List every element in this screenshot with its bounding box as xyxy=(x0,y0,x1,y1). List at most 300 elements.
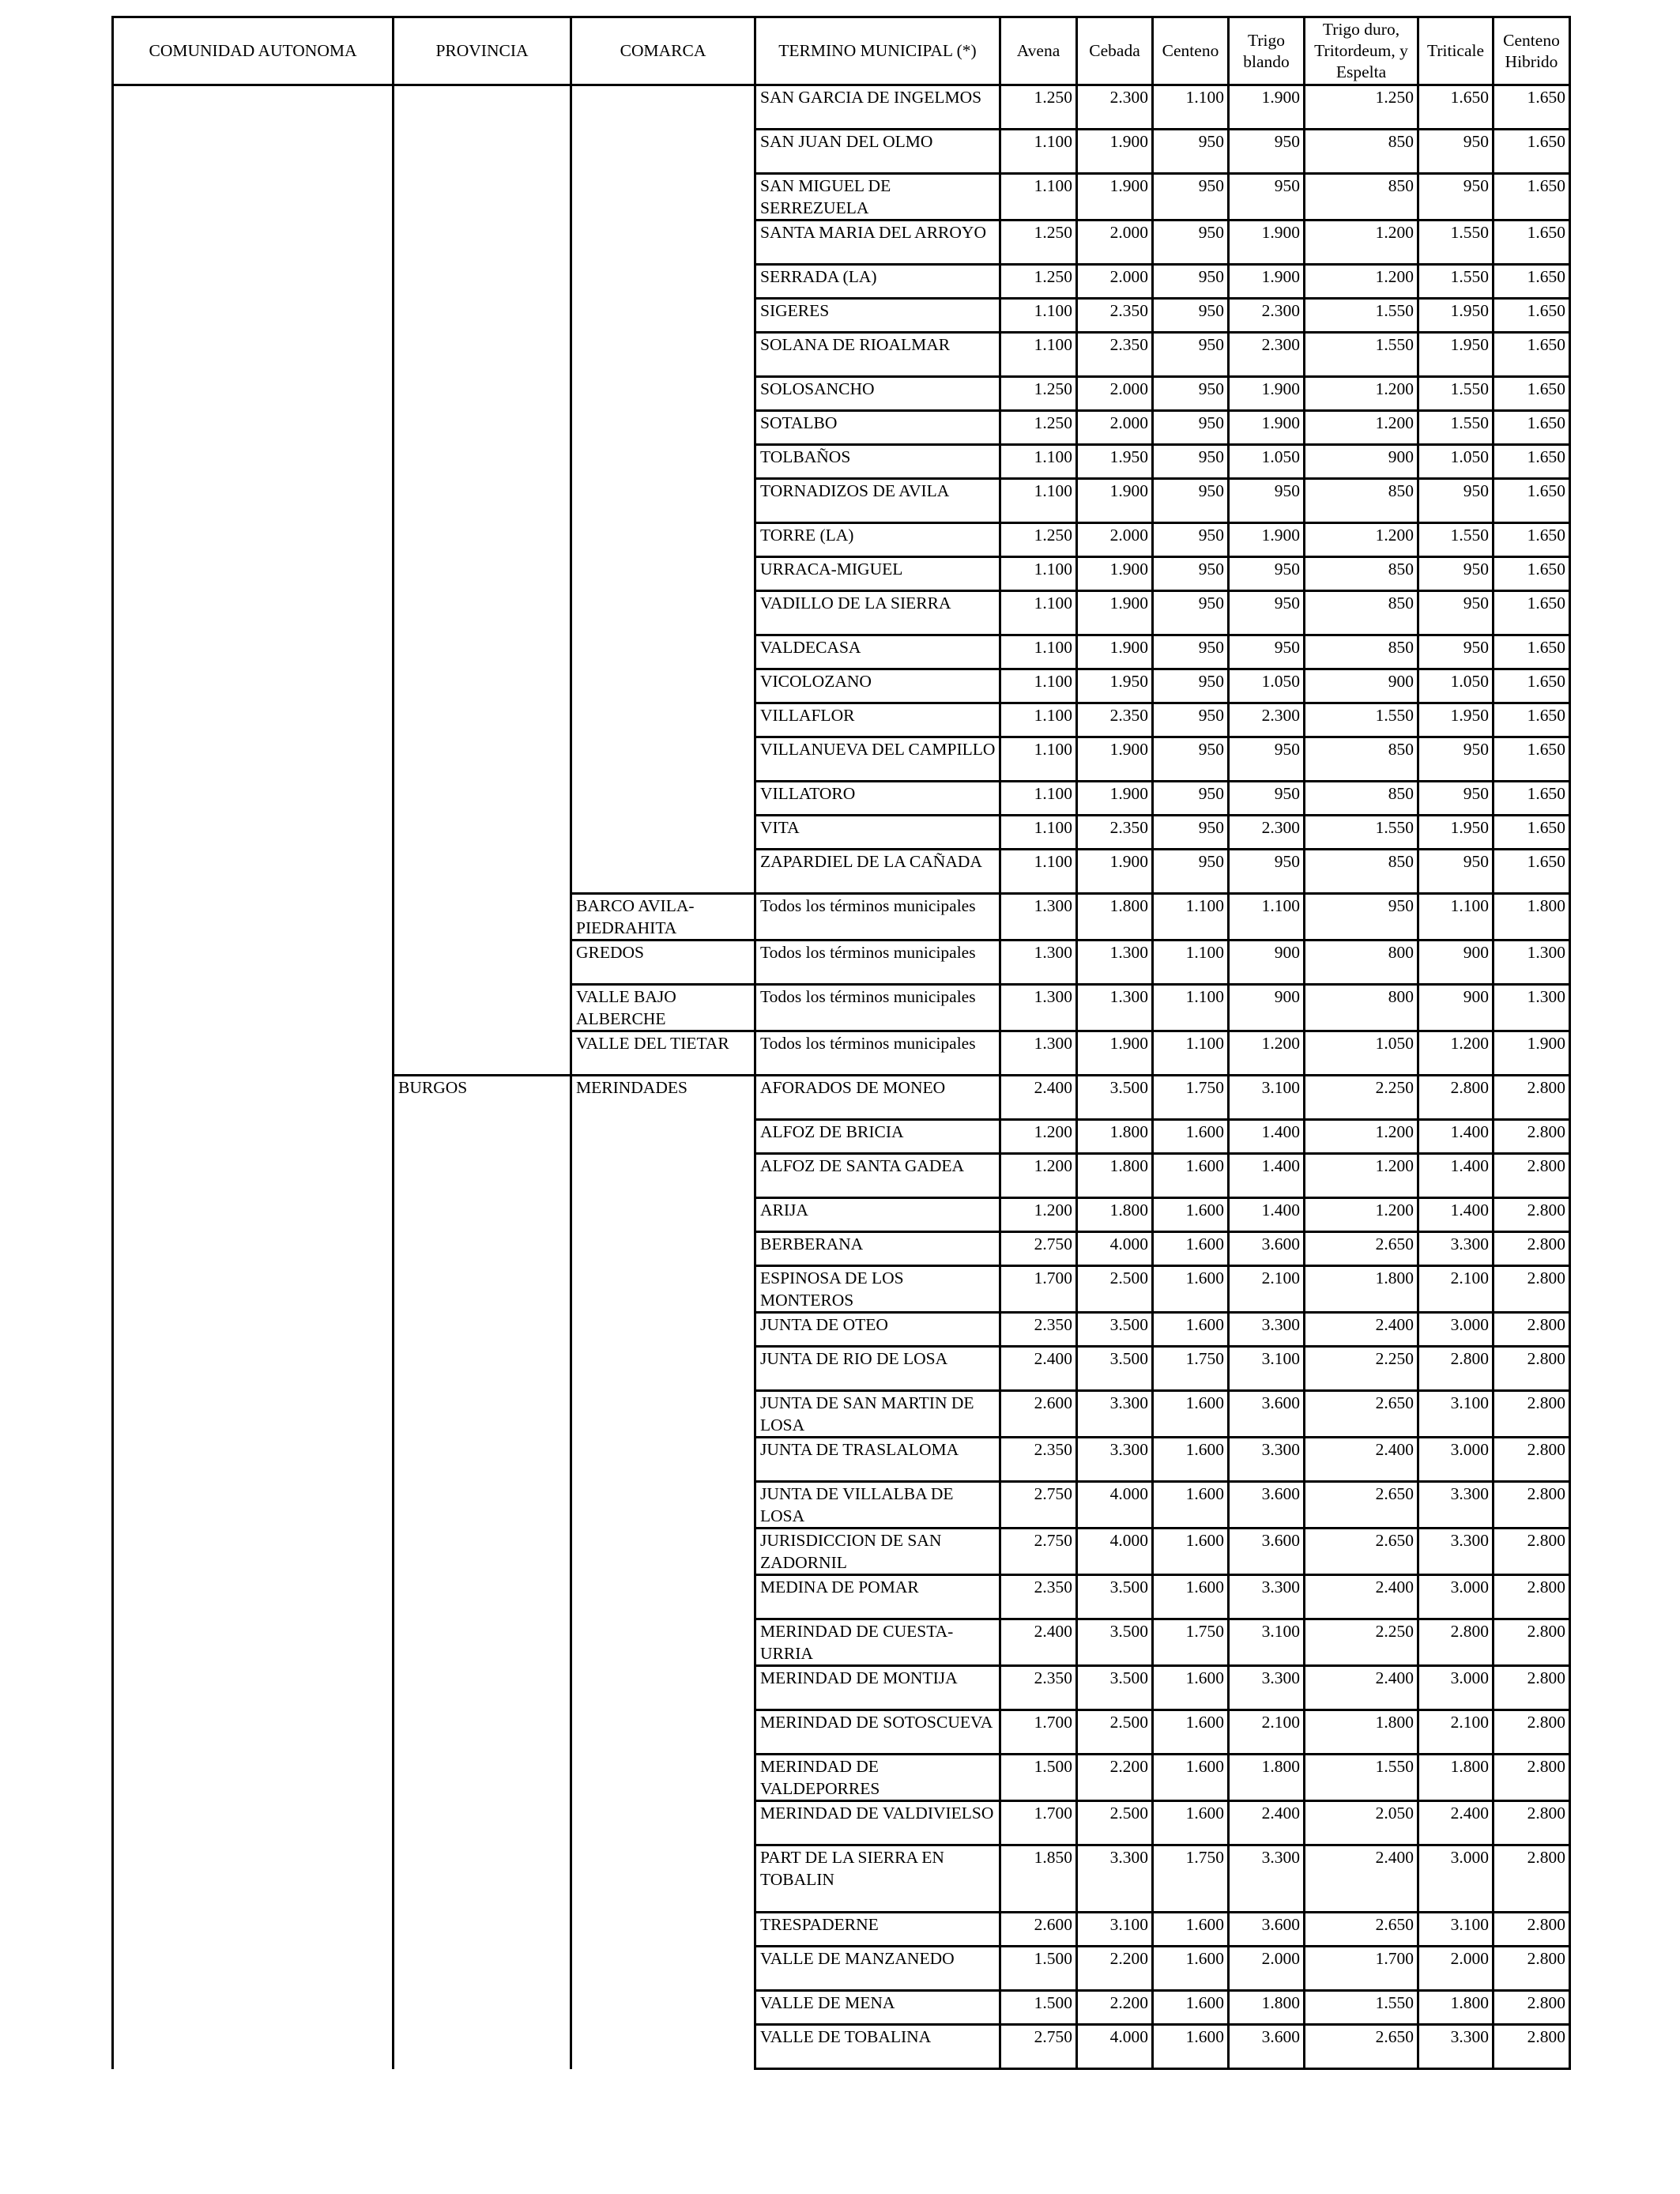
cell-provincia xyxy=(394,1666,571,1710)
cell-trigo-blando: 2.400 xyxy=(1229,1801,1305,1845)
cell-trigo-duro: 1.700 xyxy=(1305,1947,1418,1991)
cell-triticale: 950 xyxy=(1418,174,1494,221)
cell-comarca xyxy=(571,557,755,591)
cell-trigo-blando: 3.600 xyxy=(1229,2025,1305,2069)
cell-avena: 1.100 xyxy=(1000,816,1077,850)
cell-comunidad xyxy=(113,1347,394,1391)
cell-avena: 1.850 xyxy=(1000,1845,1077,1913)
cell-cebada: 4.000 xyxy=(1077,1529,1153,1575)
header-provincia: PROVINCIA xyxy=(394,17,571,85)
cell-centeno: 1.600 xyxy=(1153,1198,1229,1232)
header-cebada: Cebada xyxy=(1077,17,1153,85)
cell-termino-municipal: VILLAFLOR xyxy=(755,703,1000,737)
cell-triticale: 900 xyxy=(1418,941,1494,985)
cell-trigo-duro: 1.800 xyxy=(1305,1266,1418,1313)
cell-termino-municipal: SOLANA DE RIOALMAR xyxy=(755,333,1000,377)
cell-triticale: 1.050 xyxy=(1418,669,1494,703)
cell-cebada: 2.000 xyxy=(1077,411,1153,445)
cell-provincia xyxy=(394,1947,571,1991)
cell-triticale: 3.000 xyxy=(1418,1438,1494,1482)
cell-comunidad xyxy=(113,411,394,445)
cell-triticale: 950 xyxy=(1418,782,1494,816)
cell-triticale: 2.100 xyxy=(1418,1266,1494,1313)
cell-trigo-blando: 1.900 xyxy=(1229,221,1305,265)
cell-termino-municipal: PART DE LA SIERRA EN TOBALIN xyxy=(755,1845,1000,1913)
cell-avena: 1.250 xyxy=(1000,523,1077,557)
cell-provincia xyxy=(394,2025,571,2069)
cell-trigo-duro: 850 xyxy=(1305,591,1418,635)
cell-cebada: 3.500 xyxy=(1077,1076,1153,1120)
cell-trigo-blando: 2.300 xyxy=(1229,299,1305,333)
cell-centeno: 950 xyxy=(1153,377,1229,411)
cell-comunidad xyxy=(113,1482,394,1529)
cell-trigo-duro: 2.250 xyxy=(1305,1619,1418,1666)
cell-triticale: 1.950 xyxy=(1418,299,1494,333)
cell-trigo-duro: 900 xyxy=(1305,669,1418,703)
table-row xyxy=(113,1313,1570,1347)
cell-cebada: 3.300 xyxy=(1077,1845,1153,1913)
cell-comarca xyxy=(571,2025,755,2069)
cell-comarca xyxy=(571,130,755,174)
cell-triticale: 2.800 xyxy=(1418,1347,1494,1391)
cell-cebada: 4.000 xyxy=(1077,1482,1153,1529)
cell-triticale: 1.550 xyxy=(1418,221,1494,265)
cell-comarca xyxy=(571,1313,755,1347)
cell-centeno-hibrido: 2.800 xyxy=(1494,1845,1570,1913)
cell-trigo-duro: 1.050 xyxy=(1305,1031,1418,1076)
cell-provincia xyxy=(394,941,571,985)
cell-triticale: 1.950 xyxy=(1418,816,1494,850)
table-row xyxy=(113,1031,1570,1076)
cell-cebada: 4.000 xyxy=(1077,1232,1153,1266)
cell-avena: 1.250 xyxy=(1000,221,1077,265)
cell-cebada: 2.000 xyxy=(1077,265,1153,299)
table-row xyxy=(113,1232,1570,1266)
table-row xyxy=(113,333,1570,377)
cell-cebada: 2.500 xyxy=(1077,1710,1153,1755)
cell-comarca xyxy=(571,1845,755,1913)
cell-avena: 2.750 xyxy=(1000,1232,1077,1266)
table-row xyxy=(113,703,1570,737)
cell-trigo-blando: 950 xyxy=(1229,174,1305,221)
table-row xyxy=(113,1391,1570,1438)
cell-cebada: 2.000 xyxy=(1077,523,1153,557)
cell-centeno: 1.100 xyxy=(1153,1031,1229,1076)
cell-provincia xyxy=(394,703,571,737)
cell-comunidad xyxy=(113,1232,394,1266)
cell-cebada: 3.500 xyxy=(1077,1619,1153,1666)
cell-comunidad xyxy=(113,1031,394,1076)
cell-provincia xyxy=(394,1154,571,1198)
cell-termino-municipal: SAN JUAN DEL OLMO xyxy=(755,130,1000,174)
cell-provincia xyxy=(394,635,571,669)
cell-avena: 1.100 xyxy=(1000,299,1077,333)
cell-cebada: 2.300 xyxy=(1077,85,1153,130)
cell-cebada: 3.500 xyxy=(1077,1666,1153,1710)
cell-trigo-blando: 3.600 xyxy=(1229,1482,1305,1529)
cell-comunidad xyxy=(113,1755,394,1801)
table-row xyxy=(113,1266,1570,1313)
cell-avena: 1.100 xyxy=(1000,174,1077,221)
cell-comarca: VALLE DEL TIETAR xyxy=(571,1031,755,1076)
cell-comunidad xyxy=(113,635,394,669)
cell-comarca: MERINDADES xyxy=(571,1076,755,1120)
cell-triticale: 1.950 xyxy=(1418,703,1494,737)
table-row xyxy=(113,1991,1570,2025)
cell-trigo-blando: 1.400 xyxy=(1229,1198,1305,1232)
cell-termino-municipal: VALLE DE MANZANEDO xyxy=(755,1947,1000,1991)
cell-trigo-duro: 850 xyxy=(1305,557,1418,591)
cell-triticale: 1.550 xyxy=(1418,411,1494,445)
table-row xyxy=(113,557,1570,591)
cell-triticale: 3.100 xyxy=(1418,1913,1494,1947)
cell-avena: 1.100 xyxy=(1000,669,1077,703)
cell-centeno-hibrido: 1.650 xyxy=(1494,557,1570,591)
table-row xyxy=(113,1529,1570,1575)
cell-cebada: 3.100 xyxy=(1077,1913,1153,1947)
cell-cebada: 1.900 xyxy=(1077,850,1153,894)
table-row xyxy=(113,985,1570,1031)
cell-cebada: 3.300 xyxy=(1077,1391,1153,1438)
table-row xyxy=(113,669,1570,703)
cell-provincia xyxy=(394,1313,571,1347)
yield-table xyxy=(111,16,1571,2070)
cell-comarca xyxy=(571,221,755,265)
cell-provincia xyxy=(394,1232,571,1266)
table-row xyxy=(113,299,1570,333)
cell-termino-municipal: JUNTA DE OTEO xyxy=(755,1313,1000,1347)
cell-comunidad xyxy=(113,850,394,894)
cell-triticale: 950 xyxy=(1418,130,1494,174)
cell-cebada: 2.350 xyxy=(1077,703,1153,737)
cell-provincia xyxy=(394,174,571,221)
cell-comunidad xyxy=(113,333,394,377)
cell-centeno-hibrido: 2.800 xyxy=(1494,1913,1570,1947)
cell-centeno: 950 xyxy=(1153,221,1229,265)
cell-trigo-blando: 3.600 xyxy=(1229,1391,1305,1438)
cell-trigo-blando: 950 xyxy=(1229,782,1305,816)
cell-provincia xyxy=(394,816,571,850)
cell-centeno-hibrido: 1.650 xyxy=(1494,523,1570,557)
cell-centeno-hibrido: 1.650 xyxy=(1494,299,1570,333)
cell-avena: 2.750 xyxy=(1000,1482,1077,1529)
cell-avena: 1.500 xyxy=(1000,1755,1077,1801)
cell-centeno-hibrido: 2.800 xyxy=(1494,1347,1570,1391)
cell-provincia xyxy=(394,1120,571,1154)
cell-comunidad xyxy=(113,985,394,1031)
cell-trigo-duro: 900 xyxy=(1305,445,1418,479)
cell-termino-municipal: BERBERANA xyxy=(755,1232,1000,1266)
cell-trigo-duro: 850 xyxy=(1305,479,1418,523)
cell-termino-municipal: SAN GARCIA DE INGELMOS xyxy=(755,85,1000,130)
cell-avena: 1.250 xyxy=(1000,265,1077,299)
table-row xyxy=(113,445,1570,479)
cell-provincia xyxy=(394,850,571,894)
cell-centeno: 950 xyxy=(1153,333,1229,377)
cell-centeno-hibrido: 2.800 xyxy=(1494,1801,1570,1845)
cell-termino-municipal: VALLE DE MENA xyxy=(755,1991,1000,2025)
cell-cebada: 2.000 xyxy=(1077,377,1153,411)
cell-triticale: 950 xyxy=(1418,635,1494,669)
cell-triticale: 3.000 xyxy=(1418,1313,1494,1347)
cell-trigo-blando: 3.600 xyxy=(1229,1913,1305,1947)
cell-comunidad xyxy=(113,669,394,703)
cell-avena: 2.600 xyxy=(1000,1391,1077,1438)
cell-triticale: 950 xyxy=(1418,557,1494,591)
cell-trigo-blando: 900 xyxy=(1229,941,1305,985)
cell-comunidad xyxy=(113,1913,394,1947)
cell-trigo-duro: 2.650 xyxy=(1305,1232,1418,1266)
table-row xyxy=(113,2025,1570,2069)
cell-avena: 2.350 xyxy=(1000,1575,1077,1619)
cell-trigo-blando: 950 xyxy=(1229,635,1305,669)
cell-provincia xyxy=(394,85,571,130)
cell-triticale: 3.000 xyxy=(1418,1666,1494,1710)
cell-comarca xyxy=(571,669,755,703)
cell-centeno-hibrido: 1.650 xyxy=(1494,591,1570,635)
cell-comunidad xyxy=(113,1266,394,1313)
cell-centeno: 1.100 xyxy=(1153,985,1229,1031)
cell-comunidad xyxy=(113,1666,394,1710)
cell-provincia xyxy=(394,1913,571,1947)
cell-termino-municipal: MERINDAD DE VALDIVIELSO xyxy=(755,1801,1000,1845)
cell-comarca xyxy=(571,850,755,894)
cell-cebada: 2.500 xyxy=(1077,1266,1153,1313)
cell-provincia xyxy=(394,1575,571,1619)
cell-centeno: 950 xyxy=(1153,816,1229,850)
cell-triticale: 1.400 xyxy=(1418,1154,1494,1198)
cell-centeno-hibrido: 2.800 xyxy=(1494,1482,1570,1529)
cell-centeno-hibrido: 2.800 xyxy=(1494,1438,1570,1482)
cell-provincia xyxy=(394,985,571,1031)
table-row xyxy=(113,1347,1570,1391)
cell-trigo-blando: 3.100 xyxy=(1229,1076,1305,1120)
cell-termino-municipal: MERINDAD DE MONTIJA xyxy=(755,1666,1000,1710)
cell-comarca xyxy=(571,703,755,737)
cell-comunidad xyxy=(113,1845,394,1913)
cell-provincia xyxy=(394,1991,571,2025)
cell-triticale: 950 xyxy=(1418,591,1494,635)
cell-centeno-hibrido: 1.300 xyxy=(1494,985,1570,1031)
cell-trigo-duro: 1.200 xyxy=(1305,1154,1418,1198)
cell-termino-municipal: VADILLO DE LA SIERRA xyxy=(755,591,1000,635)
cell-trigo-duro: 850 xyxy=(1305,850,1418,894)
cell-centeno: 950 xyxy=(1153,265,1229,299)
cell-avena: 1.100 xyxy=(1000,850,1077,894)
cell-termino-municipal: ARIJA xyxy=(755,1198,1000,1232)
cell-centeno: 1.600 xyxy=(1153,1801,1229,1845)
cell-termino-municipal: Todos los términos municipales xyxy=(755,894,1000,941)
cell-provincia xyxy=(394,1438,571,1482)
cell-cebada: 2.200 xyxy=(1077,1755,1153,1801)
cell-centeno: 950 xyxy=(1153,479,1229,523)
cell-centeno: 1.600 xyxy=(1153,1313,1229,1347)
cell-cebada: 1.900 xyxy=(1077,635,1153,669)
cell-cebada: 1.900 xyxy=(1077,479,1153,523)
cell-trigo-blando: 950 xyxy=(1229,479,1305,523)
cell-comarca: GREDOS xyxy=(571,941,755,985)
cell-provincia xyxy=(394,1529,571,1575)
cell-comarca xyxy=(571,591,755,635)
cell-cebada: 3.500 xyxy=(1077,1347,1153,1391)
cell-centeno: 1.750 xyxy=(1153,1076,1229,1120)
cell-provincia xyxy=(394,1266,571,1313)
cell-trigo-duro: 2.650 xyxy=(1305,1482,1418,1529)
cell-comunidad xyxy=(113,782,394,816)
cell-comarca xyxy=(571,377,755,411)
cell-trigo-duro: 1.200 xyxy=(1305,1120,1418,1154)
cell-termino-municipal: TORNADIZOS DE AVILA xyxy=(755,479,1000,523)
cell-provincia xyxy=(394,782,571,816)
cell-comunidad xyxy=(113,703,394,737)
cell-triticale: 3.000 xyxy=(1418,1845,1494,1913)
cell-provincia xyxy=(394,299,571,333)
cell-trigo-blando: 3.600 xyxy=(1229,1232,1305,1266)
cell-termino-municipal: AFORADOS DE MONEO xyxy=(755,1076,1000,1120)
cell-termino-municipal: JUNTA DE SAN MARTIN DE LOSA xyxy=(755,1391,1000,1438)
cell-cebada: 1.800 xyxy=(1077,1198,1153,1232)
cell-centeno: 1.600 xyxy=(1153,1755,1229,1801)
cell-centeno-hibrido: 1.650 xyxy=(1494,130,1570,174)
cell-termino-municipal: ZAPARDIEL DE LA CAÑADA xyxy=(755,850,1000,894)
header-trigo-duro: Trigo duro, Tritordeum, y Espelta xyxy=(1305,17,1418,85)
table-row xyxy=(113,1845,1570,1913)
table-row xyxy=(113,1575,1570,1619)
cell-comunidad xyxy=(113,1120,394,1154)
cell-centeno: 1.600 xyxy=(1153,1991,1229,2025)
cell-provincia xyxy=(394,1482,571,1529)
cell-cebada: 1.900 xyxy=(1077,737,1153,782)
cell-termino-municipal: Todos los términos municipales xyxy=(755,1031,1000,1076)
cell-termino-municipal: VILLATORO xyxy=(755,782,1000,816)
cell-avena: 2.400 xyxy=(1000,1347,1077,1391)
cell-trigo-blando: 1.900 xyxy=(1229,411,1305,445)
cell-comarca xyxy=(571,445,755,479)
cell-trigo-duro: 1.800 xyxy=(1305,1710,1418,1755)
cell-triticale: 1.650 xyxy=(1418,85,1494,130)
cell-triticale: 3.100 xyxy=(1418,1391,1494,1438)
cell-termino-municipal: JUNTA DE RIO DE LOSA xyxy=(755,1347,1000,1391)
cell-termino-municipal: VICOLOZANO xyxy=(755,669,1000,703)
table-row xyxy=(113,411,1570,445)
cell-centeno-hibrido: 2.800 xyxy=(1494,1575,1570,1619)
cell-triticale: 1.550 xyxy=(1418,523,1494,557)
cell-centeno: 1.600 xyxy=(1153,1438,1229,1482)
cell-avena: 1.300 xyxy=(1000,941,1077,985)
cell-cebada: 1.950 xyxy=(1077,445,1153,479)
cell-termino-municipal: SIGERES xyxy=(755,299,1000,333)
table-row xyxy=(113,1755,1570,1801)
header-centeno-hibrido: Centeno Hibrido xyxy=(1494,17,1570,85)
cell-comunidad xyxy=(113,1198,394,1232)
cell-trigo-blando: 1.400 xyxy=(1229,1120,1305,1154)
cell-termino-municipal: ALFOZ DE BRICIA xyxy=(755,1120,1000,1154)
cell-provincia xyxy=(394,130,571,174)
cell-centeno: 950 xyxy=(1153,130,1229,174)
cell-trigo-blando: 2.300 xyxy=(1229,333,1305,377)
cell-avena: 1.100 xyxy=(1000,333,1077,377)
cell-trigo-blando: 950 xyxy=(1229,737,1305,782)
cell-termino-municipal: ALFOZ DE SANTA GADEA xyxy=(755,1154,1000,1198)
cell-trigo-blando: 3.300 xyxy=(1229,1845,1305,1913)
cell-comarca xyxy=(571,265,755,299)
table-header-row xyxy=(113,17,1570,85)
cell-centeno-hibrido: 2.800 xyxy=(1494,1076,1570,1120)
cell-comarca xyxy=(571,523,755,557)
table-row xyxy=(113,816,1570,850)
cell-provincia xyxy=(394,1391,571,1438)
cell-trigo-duro: 850 xyxy=(1305,737,1418,782)
cell-trigo-duro: 800 xyxy=(1305,941,1418,985)
table-row xyxy=(113,1438,1570,1482)
cell-centeno: 1.600 xyxy=(1153,1391,1229,1438)
cell-avena: 1.100 xyxy=(1000,130,1077,174)
cell-triticale: 1.550 xyxy=(1418,377,1494,411)
cell-trigo-blando: 1.400 xyxy=(1229,1154,1305,1198)
cell-centeno: 1.600 xyxy=(1153,1913,1229,1947)
cell-termino-municipal: VALLE DE TOBALINA xyxy=(755,2025,1000,2069)
cell-provincia xyxy=(394,221,571,265)
cell-centeno: 950 xyxy=(1153,850,1229,894)
cell-comarca: BARCO AVILA-PIEDRAHITA xyxy=(571,894,755,941)
cell-comarca xyxy=(571,1347,755,1391)
cell-cebada: 1.800 xyxy=(1077,894,1153,941)
cell-centeno: 1.600 xyxy=(1153,1266,1229,1313)
cell-trigo-duro: 1.250 xyxy=(1305,85,1418,130)
cell-termino-municipal: TOLBAÑOS xyxy=(755,445,1000,479)
cell-triticale: 2.100 xyxy=(1418,1710,1494,1755)
cell-comarca xyxy=(571,737,755,782)
cell-centeno: 1.600 xyxy=(1153,1575,1229,1619)
header-termino-municipal: TERMINO MUNICIPAL (*) xyxy=(755,17,1000,85)
cell-triticale: 1.800 xyxy=(1418,1755,1494,1801)
cell-centeno: 1.750 xyxy=(1153,1347,1229,1391)
cell-termino-municipal: MERINDAD DE SOTOSCUEVA xyxy=(755,1710,1000,1755)
cell-triticale: 3.300 xyxy=(1418,1529,1494,1575)
cell-cebada: 3.300 xyxy=(1077,1438,1153,1482)
cell-avena: 1.700 xyxy=(1000,1710,1077,1755)
cell-comunidad xyxy=(113,1076,394,1120)
cell-centeno-hibrido: 1.650 xyxy=(1494,221,1570,265)
cell-centeno: 1.600 xyxy=(1153,1120,1229,1154)
cell-comunidad xyxy=(113,941,394,985)
cell-trigo-blando: 1.900 xyxy=(1229,265,1305,299)
cell-comarca xyxy=(571,1710,755,1755)
cell-cebada: 1.950 xyxy=(1077,669,1153,703)
cell-trigo-blando: 3.300 xyxy=(1229,1666,1305,1710)
cell-provincia xyxy=(394,1845,571,1913)
cell-comunidad xyxy=(113,1801,394,1845)
cell-termino-municipal: JUNTA DE TRASLALOMA xyxy=(755,1438,1000,1482)
cell-trigo-blando: 1.050 xyxy=(1229,445,1305,479)
header-centeno: Centeno xyxy=(1153,17,1229,85)
cell-comunidad xyxy=(113,174,394,221)
table-body xyxy=(113,85,1570,2069)
cell-avena: 1.100 xyxy=(1000,737,1077,782)
cell-centeno: 1.600 xyxy=(1153,1529,1229,1575)
cell-comunidad xyxy=(113,479,394,523)
cell-centeno: 950 xyxy=(1153,445,1229,479)
cell-trigo-blando: 3.100 xyxy=(1229,1619,1305,1666)
cell-trigo-blando: 3.300 xyxy=(1229,1313,1305,1347)
table-row xyxy=(113,377,1570,411)
cell-centeno-hibrido: 1.650 xyxy=(1494,333,1570,377)
cell-trigo-duro: 2.650 xyxy=(1305,1391,1418,1438)
cell-trigo-duro: 1.550 xyxy=(1305,1991,1418,2025)
cell-trigo-blando: 1.800 xyxy=(1229,1991,1305,2025)
table-row xyxy=(113,1913,1570,1947)
cell-trigo-duro: 2.400 xyxy=(1305,1313,1418,1347)
